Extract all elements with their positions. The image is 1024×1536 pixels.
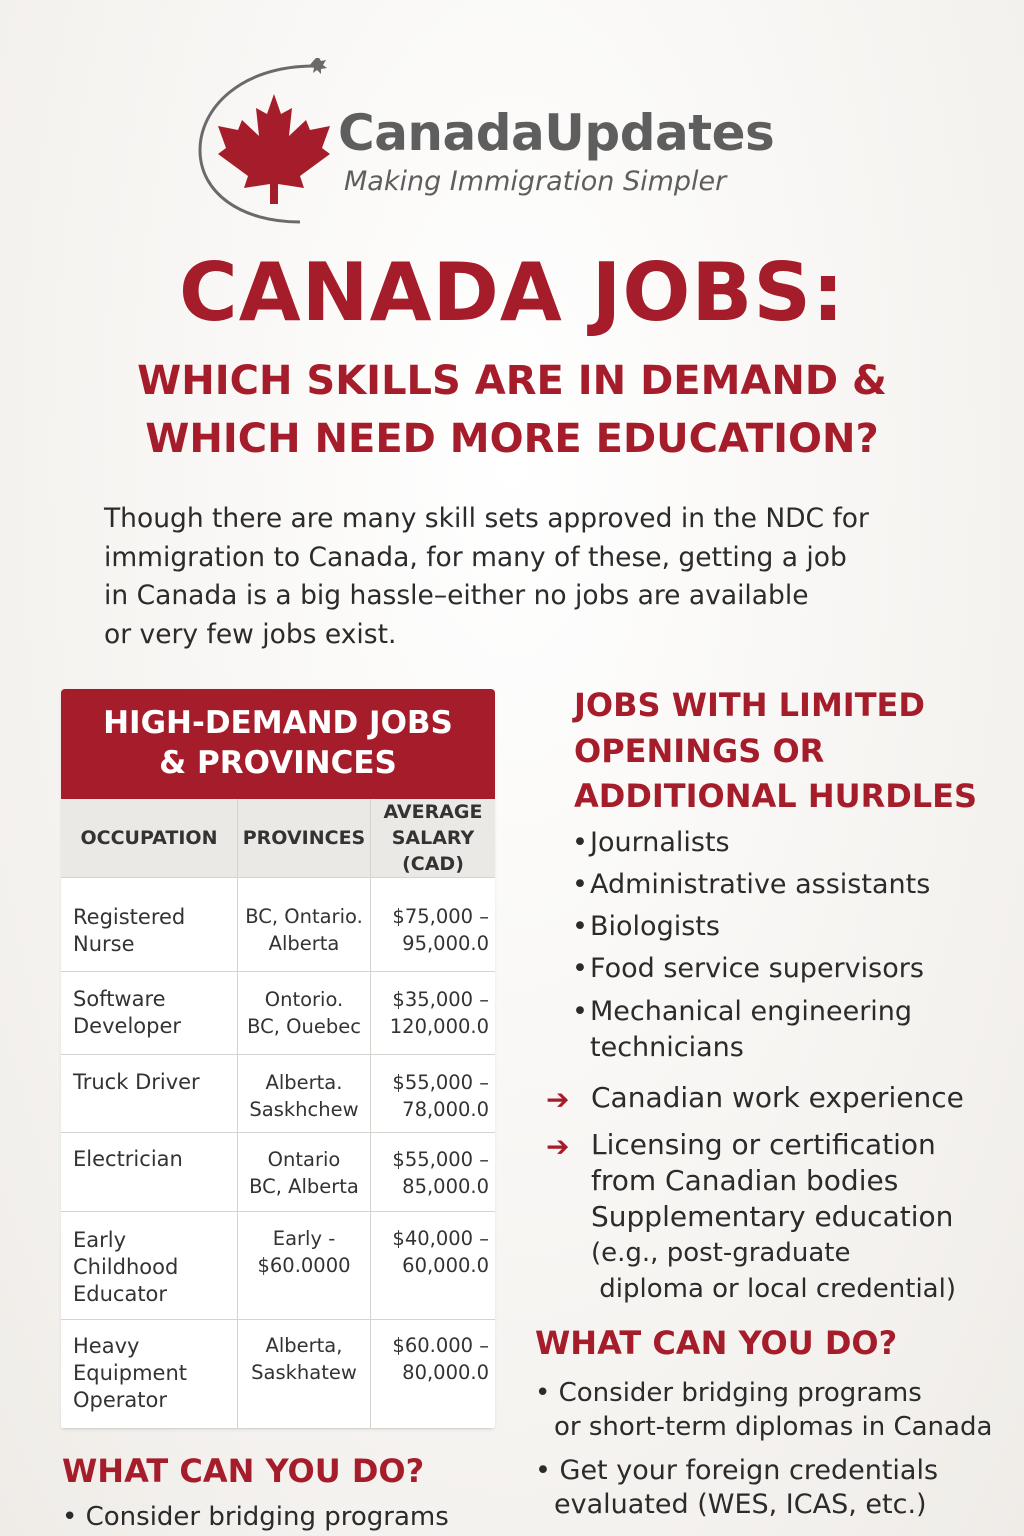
occupation-cell — [73, 1333, 238, 1414]
table-header — [61, 689, 495, 799]
subtitle-line-1: WHICH SKILLS ARE IN DEMAND & — [137, 358, 887, 404]
intro-line: or very few jobs exist. — [104, 618, 397, 650]
cell-line: BC, Ouebec — [247, 1015, 361, 1038]
cell-line: $75,000 – — [392, 905, 489, 928]
column-header-provinces: PROVINCES — [238, 799, 370, 877]
cell-line: Early — [73, 1228, 127, 1252]
subtitle-line-2: WHICH NEED MORE EDUCATION? — [145, 416, 879, 462]
cell-line: Electrician — [73, 1147, 183, 1171]
occupation-cell — [73, 1069, 238, 1096]
salary-cell — [371, 1146, 493, 1200]
provinces-cell — [238, 986, 370, 1040]
maple-leaf-icon — [214, 92, 334, 204]
cell-line: $40,000 – — [392, 1227, 489, 1250]
row-divider — [61, 971, 495, 972]
row-divider — [61, 1319, 495, 1320]
item-text: Licensing or certification — [591, 1128, 936, 1161]
cell-line: $60.000 – — [392, 1334, 489, 1357]
cell-line: 78,000.0 — [402, 1098, 489, 1121]
row-divider — [61, 877, 495, 878]
cell-line: Registered — [73, 905, 186, 929]
list-item — [572, 822, 930, 864]
item-text: Canadian work experience — [591, 1081, 964, 1114]
high-demand-jobs-table — [61, 689, 495, 1429]
cell-line: Alberta — [268, 932, 340, 955]
cell-line: 95,000.0 — [402, 932, 489, 955]
item-text: Get your foreign credentials — [559, 1455, 939, 1486]
cell-line: 120,000.0 — [389, 1015, 489, 1038]
arrow-right-icon: ➔ — [546, 1130, 570, 1163]
brand-tagline: Making Immigration Simpler — [344, 166, 727, 197]
list-item — [572, 864, 930, 906]
table-header-line: & PROVINCES — [159, 745, 397, 781]
row-divider — [61, 1428, 495, 1429]
cell-line: Ontorio. — [264, 988, 344, 1011]
row-divider — [61, 1054, 495, 1055]
cell-line: Operator — [73, 1388, 167, 1412]
occupation-cell — [73, 1227, 238, 1308]
limited-jobs-list — [572, 822, 930, 1066]
salary-header-line: (CAD) — [402, 853, 464, 875]
occupation-cell — [73, 1146, 238, 1173]
occupation-cell — [73, 986, 238, 1040]
item-text: or short-term diplomas in Canada — [554, 1412, 993, 1442]
row-divider — [61, 1211, 495, 1212]
cell-line: 85,000.0 — [402, 1175, 489, 1198]
item-text: Consider bridging programs — [558, 1378, 922, 1408]
cell-line: Heavy — [73, 1334, 140, 1358]
arrow-right-icon: ➔ — [546, 1083, 570, 1116]
item-text: Food service supervisors — [590, 953, 924, 984]
left-what-can-you-do-heading: WHAT CAN YOU DO? — [62, 1452, 425, 1490]
limited-heading-line: ADDITIONAL HURDLES — [574, 777, 978, 815]
right-what-can-you-do-item — [535, 1376, 992, 1444]
item-text: technicians — [590, 1032, 744, 1063]
cell-line: 60,000.0 — [402, 1254, 489, 1277]
provinces-cell — [238, 903, 370, 957]
item-text-block — [591, 1127, 956, 1307]
bullet-icon: • — [572, 953, 588, 984]
bullet-icon: • — [572, 827, 588, 858]
item-text: Consider bridging programs — [85, 1502, 449, 1532]
cell-line: Software — [73, 987, 166, 1011]
intro-line: Though there are many skill sets approved in the NDC for — [104, 503, 869, 534]
provinces-cell — [238, 1069, 370, 1123]
intro-line: immigration to Canada, for many of these, getting a job — [104, 541, 847, 573]
row-divider — [61, 1132, 495, 1133]
bullet-icon: • — [535, 1455, 560, 1486]
item-text: Biologists — [590, 911, 720, 942]
salary-cell — [371, 1069, 493, 1123]
list-item — [572, 948, 930, 990]
provinces-cell — [238, 1146, 370, 1200]
table-header-line: HIGH-DEMAND JOBS — [103, 705, 453, 741]
item-text: Supplementary education — [591, 1200, 954, 1233]
salary-cell — [371, 903, 493, 957]
salary-cell — [371, 1225, 493, 1279]
cell-line: Saskhatew — [251, 1361, 357, 1384]
left-what-can-you-do-item — [62, 1500, 449, 1534]
cell-line: BC, Ontario. — [245, 905, 363, 928]
item-text: Mechanical engineering — [590, 996, 913, 1027]
cell-line: Educator — [73, 1282, 168, 1306]
right-what-can-you-do-heading: WHAT CAN YOU DO? — [535, 1324, 898, 1362]
list-item — [572, 906, 930, 948]
limited-heading-line: OPENINGS OR — [574, 732, 825, 770]
cell-line: $35,000 – — [392, 988, 489, 1011]
cell-line: $55,000 – — [392, 1071, 489, 1094]
bullet-icon: • — [535, 1378, 559, 1408]
cell-line: Saskhchew — [249, 1098, 359, 1121]
salary-header-line: SALARY — [391, 827, 475, 849]
cell-line: Equipment — [73, 1361, 187, 1385]
item-text: Journalists — [590, 827, 730, 858]
cell-line: Nurse — [73, 932, 135, 956]
item-text: diploma or local credential) — [591, 1274, 956, 1304]
right-what-can-you-do-item — [535, 1454, 938, 1522]
item-text: evaluated (WES, ICAS, etc.) — [554, 1489, 927, 1520]
column-header-salary — [371, 799, 495, 877]
column-header-occupation: OCCUPATION — [61, 799, 237, 877]
intro-paragraph — [104, 500, 924, 654]
list-item — [572, 990, 930, 1030]
cell-line: $55,000 – — [392, 1148, 489, 1171]
provinces-cell — [238, 1225, 370, 1279]
salary-cell — [371, 1332, 493, 1386]
cell-line: 80,000.0 — [402, 1361, 489, 1384]
list-item-continued — [572, 1030, 930, 1066]
occupation-cell — [73, 904, 238, 958]
cell-line: Alberta, — [265, 1334, 343, 1357]
cell-line: BC, Alberta — [249, 1175, 359, 1198]
item-text: from Canadian bodies — [591, 1164, 899, 1197]
bullet-icon: • — [572, 996, 588, 1027]
salary-header-line: AVERAGE — [383, 801, 483, 823]
brand-name: CanadaUpdates — [338, 104, 775, 162]
cell-line: $60.0000 — [257, 1254, 351, 1277]
page-title: CANADA JOBS: — [178, 246, 846, 339]
bullet-icon: • — [62, 1502, 86, 1532]
limited-heading-line: JOBS WITH LIMITED — [574, 686, 925, 724]
intro-line: in Canada is a big hassle–either no jobs are available — [104, 580, 809, 611]
cell-line: Early - — [272, 1227, 336, 1250]
bullet-icon: • — [572, 911, 588, 942]
cell-line: Ontario — [267, 1148, 341, 1171]
item-text: (e.g., post-graduate — [591, 1238, 851, 1268]
salary-cell — [371, 986, 493, 1040]
cell-line: Developer — [73, 1014, 182, 1038]
cell-line: Truck Driver — [73, 1070, 200, 1094]
cell-line: Alberta. — [265, 1071, 343, 1094]
item-text: Administrative assistants — [590, 869, 931, 900]
cell-line: Childhood — [73, 1255, 179, 1279]
provinces-cell — [238, 1332, 370, 1386]
bullet-icon: • — [572, 869, 588, 900]
